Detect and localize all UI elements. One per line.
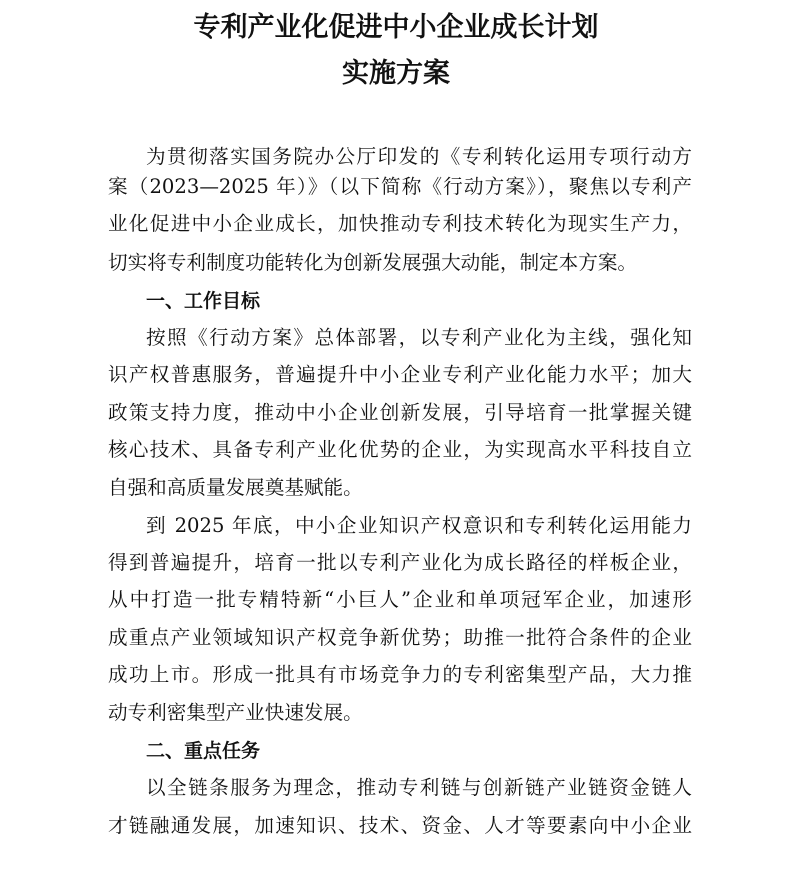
paragraph-target-line-5: 成功上市。形成一批具有市场竞争力的专利密集型产品，大力推	[108, 663, 692, 686]
paragraph-intro-line-3: 业化促进中小企业成长，加快推动专利技术转化为现实生产力，	[108, 212, 692, 235]
paragraph-target-line-6: 动专利密集型产业快速发展。	[108, 701, 363, 724]
paragraph-goal-line-5: 自强和高质量发展奠基赋能。	[108, 476, 363, 499]
document-title-line-1: 专利产业化促进中小企业成长计划	[193, 12, 599, 43]
section-heading-1: 一、工作目标	[146, 290, 261, 312]
paragraph-intro-line-2: 案（2023—2025 年）》（以下简称《行动方案》），聚焦以专利产	[108, 175, 692, 198]
paragraph-target-line-2: 得到普遍提升，培育一批以专利产业化为成长路径的样板企业，	[108, 551, 692, 574]
paragraph-target-line-1: 到 2025 年底，中小企业知识产权意识和专利转化运用能力	[146, 514, 692, 537]
paragraph-target-line-4: 成重点产业领域知识产权竞争新优势；助推一批符合条件的企业	[108, 626, 692, 649]
paragraph-tasks-line-1: 以全链条服务为理念，推动专利链与创新链产业链资金链人	[146, 776, 692, 799]
paragraph-target-line-3: 从中打造一批专精特新“小巨人”企业和单项冠军企业，加速形	[108, 588, 692, 611]
paragraph-intro-line-1: 为贯彻落实国务院办公厅印发的《专利转化运用专项行动方	[146, 145, 692, 168]
paragraph-intro-line-4: 切实将专利制度功能转化为创新发展强大动能，制定本方案。	[108, 251, 638, 274]
paragraph-goal-line-4: 核心技术、具备专利产业化优势的企业，为实现高水平科技自立	[108, 438, 692, 461]
paragraph-goal-line-3: 政策支持力度，推动中小企业创新发展，引导培育一批掌握关键	[108, 401, 692, 424]
section-heading-2: 二、重点任务	[146, 740, 261, 762]
document-title-line-2: 实施方案	[342, 58, 450, 89]
paragraph-goal-line-1: 按照《行动方案》总体部署，以专利产业化为主线，强化知	[146, 326, 692, 349]
paragraph-tasks-line-2: 才链融通发展，加速知识、技术、资金、人才等要素向中小企业	[108, 814, 692, 837]
paragraph-goal-line-2: 识产权普惠服务，普遍提升中小企业专利产业化能力水平；加大	[108, 363, 692, 386]
